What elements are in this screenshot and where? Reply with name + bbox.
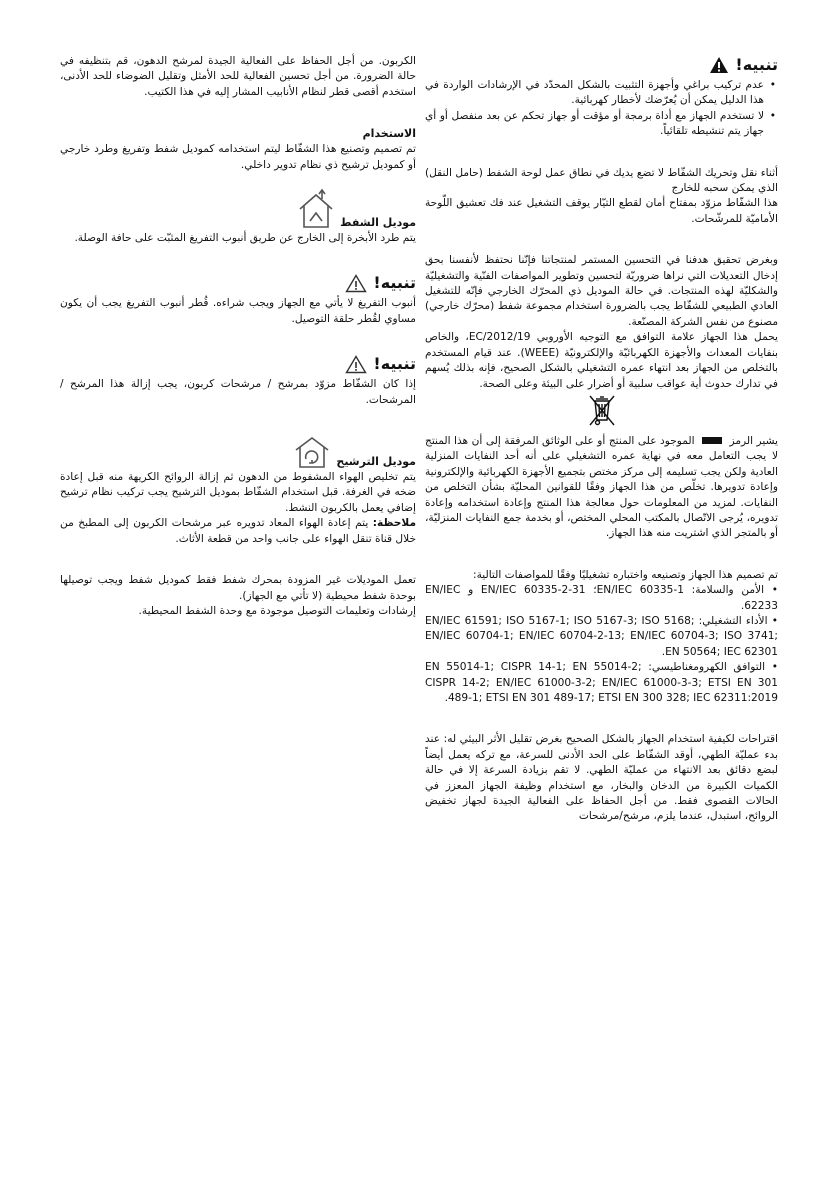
weee-paragraph: يحمل هذا الجهاز علامة التوافق مع التوجيه الأوروبي 2012/19/EC، والخاص بنفايات المعدات والأجهزة الكهربائيّة والإلكترونيّة (WEEE). عند قيام المستخدم بالتخلص من الجهاز بعد انتهاء عمره التشغيلي بالشكل الصحيح، فإنه بذلك يُسهم في تدارك حدوث أية عواقب سلبية أو أضرار على البيئة وعلى الصحة.	[425, 331, 778, 390]
standards-intro: تم تصميم هذا الجهاز وتصنيعه واختباره تشغيليًا وفقًا للمواصفات التالية:	[473, 568, 778, 581]
exhaust-mode-icon	[296, 187, 336, 231]
warning-triangle-icon	[709, 56, 729, 74]
improvement-paragraph: وبغرض تحقيق هدفنا في التحسين المستمر لمنتجاتنا فإنّنا نحتفظ لأنفسنا بحق إدخال التعديلات التي نراها ضروريّة لتحسين وتطوير المواصفات الفنّية والتشغيليّة والشكليّة لهذه المنتجات. في حالة الموديل ذي المحرّك الخارجي فإنّه للتشغيل العادي الطبيعي للشفّاط يجب بالضرورة استخدام مجموعة شفط (محرّك خارجي) مصنوع من نفس الشركة المصنّعة.	[425, 254, 778, 328]
warning-bullet: • عدم تركيب براغي وأجهزة التثبيت بالشكل المحدّد في الإرشادات الواردة في هذا الدليل يمكن أن يُعرّضك لأخطار كهربائية.	[425, 78, 764, 109]
standards-emc-list: EN 55014-1; CISPR 14-1; EN 55014-2; CISPR 14-2; EN/IEC 61000-3-2; EN/IEC 61000-3-3; ETSI EN 301 489-1; ETSI EN 301 489-17; ETSI EN 300 328; IEC 62311:2019.	[425, 661, 778, 704]
filter-model-heading	[60, 434, 416, 470]
standards-performance	[425, 614, 778, 660]
symbol-paragraph	[425, 434, 778, 542]
exhaust-title: موديل الشفط	[340, 216, 416, 230]
warning3-title: تنبيه!	[373, 354, 416, 374]
weee-symbol	[425, 394, 778, 428]
continuation-paragraph: الكربون. من أجل الحفاظ على الفعالية الجيدة لمرشح الدهون، قم بتنظيفه في حالة الضرورة. من أجل تحسين الفعالية للحد الأمثل وتقليل الضوضاء للحد الأدنى، استخدم أقصى قطر لنظام الأنابيب المشار إليه في هذا الكتيب.	[60, 55, 416, 98]
recirculation-mode-icon	[292, 434, 332, 470]
standards-emc-label: • التوافق الكهرومغناطيسي:	[648, 661, 778, 674]
filter-paragraph: يتم تخليص الهواء المشفوط من الدهون ثم إزالة الروائح الكريهة منه قبل إعادة ضخه في الغرفة. قبل استخدام الشفّاط بموديل الترشيح يجب تركيب نظام ترشيح إضافي يعمل بالكربون النشط.	[60, 471, 416, 514]
handling-paragraph-1: أثناء نقل وتحريك الشفّاط لا تضع يديك في نطاق عمل لوحة الشفط (حامل النقل) الذي يمكن سحبه للخارج	[425, 166, 778, 195]
exhaust-model-heading	[60, 187, 416, 231]
warning2-title: تنبيه!	[373, 273, 416, 293]
warning-title: تنبيه!	[735, 55, 778, 74]
handling-paragraph-2: هذا الشفّاط مزوّد بمفتاح أمان لقطع التيّار يوقف التشغيل عند فك تعشيق اللّوحة الأماميّة للمرشّحات.	[425, 197, 778, 225]
standards-safety-list: EN/IEC 60335-1؛ EN/IEC 60335-2-31 و EN/IEC 62233.	[425, 584, 778, 612]
standards-performance-label: • الأداء التشغيلي:	[698, 614, 778, 627]
left-column	[60, 54, 416, 619]
right-column	[425, 54, 778, 825]
warning3-paragraph: إذا كان الشفّاط مزوّد بمرشح / مرشحات كربون، يجب إزالة هذا المرشح / المرشحات.	[60, 378, 416, 406]
warning-heading-3	[60, 353, 416, 375]
filter-title: موديل الترشيح	[336, 455, 416, 469]
warning-bullet-list	[425, 78, 778, 140]
weee-crossed-bin-icon	[587, 394, 617, 428]
standards-emc	[425, 660, 778, 706]
warning-triangle-outline-icon	[345, 274, 367, 293]
note-text: يتم إعادة الهواء المعاد تدويره عبر مرشحات الكربون إلى المطبخ من خلال قناة تنقل الهواء على جانب واحد من قطعة الأثاث.	[60, 517, 416, 545]
standards-safety-label: • الأمن والسلامة:	[691, 584, 778, 597]
standards-safety	[425, 583, 778, 614]
usage-title: الاستخدام	[362, 127, 416, 141]
warning2-paragraph: أنبوب التفريغ لا يأتي مع الجهاز ويجب شراءه. قُطر أنبوب التفريغ يجب أن يكون مساوي لقُطر حلقة التوصيل.	[60, 297, 416, 325]
symbol-paragraph-rest: الموجود على المنتج أو على الوثائق المرفقة إلى أن هذا المنتج لا يجب التعامل معه في نهاية عمره التشغيلي على أنه أحد النفايات المنزلية العادية ولكن يجب تسليمه إلى مركز مختص بتجميع الأجهزة الكهربائية والإلكترونية وإعادة تدويرها. تخلّص من هذا الجهاز وفقًا للقوانين المحليّة بشأن التخلص من النفايات. لمزيد من المعلومات حول معالجة هذا المنتج وإعادة استخدامه وإعادة تدويره، يُرجى الاتّصال بالمكتب المحلي المختص، أو بخدمة جمع النفايات المنزليّة، أو بالمتجر الذي اشتريت منه هذا الجهاز.	[425, 434, 778, 540]
warning-triangle-outline-icon	[345, 355, 367, 374]
usage-paragraph: تم تصميم وتصنيع هذا الشفّاط ليتم استخدامه كموديل شفط وتفريغ وطرد خارجي أو كموديل ترشيح ذي نظام تدوير داخلي.	[60, 143, 416, 171]
suggestions-paragraph: اقتراحات لكيفية استخدام الجهاز بالشكل الصحيح بغرض تقليل الأثر البيئي له: عند بدء عمليّة الطهي، أوقد الشفّاط على الحد الأدنى للسرعة، مع تركه يعمل أيضاً لبضع دقائق بعد الانتهاء من عمليّة الطهي. لا تقم بزيادة السرعة إلا في حالة الكميات الكبيرة من الدخان والبخار، مع استخدام وظيفة الجهاز المعزز في الحالات القصوى فقط. من أجل الحفاظ على الفعالية الجيدة لجهاز تخفيض الروائح، استبدل، عندما يلزم، مرشح/مرشحات	[425, 733, 778, 823]
note-label: ملاحظة:	[372, 517, 416, 530]
warning-heading-1	[425, 54, 778, 76]
warning-heading-2	[60, 272, 416, 294]
note-paragraph	[60, 516, 416, 547]
symbol-paragraph-start: يشير الرمز	[729, 434, 778, 447]
exhaust-paragraph: يتم طرد الأبخرة إلى الخارج عن طريق أنبوب التفريغ المثبّت على حافة الوصلة.	[74, 232, 416, 245]
warning-bullet: • لا تستخدم الجهاز مع أداة برمجة أو مؤقت أو جهاز تحكم عن بعد منفصل أو أي جهاز يتم تنشيطه تلقائياً.	[425, 109, 764, 140]
black-bar-symbol	[702, 437, 722, 444]
external-motor-paragraph-2: إرشادات وتعليمات التوصيل موجودة مع وحدة الشفط المحيطية.	[138, 604, 416, 617]
external-motor-paragraph-1: تعمل الموديلات غير المزودة بمحرك شفط فقط كموديل شفط ويجب توصيلها بوحدة شفط محيطية (لا تأتي مع الجهاز).	[60, 574, 416, 602]
standards-performance-list: EN/IEC 61591; ISO 5167-1; ISO 5167-3; ISO 5168; EN/IEC 60704-1; EN/IEC 60704-2-13; EN/IEC 60704-3; ISO 3741; EN 50564; IEC 62301.	[425, 614, 778, 658]
